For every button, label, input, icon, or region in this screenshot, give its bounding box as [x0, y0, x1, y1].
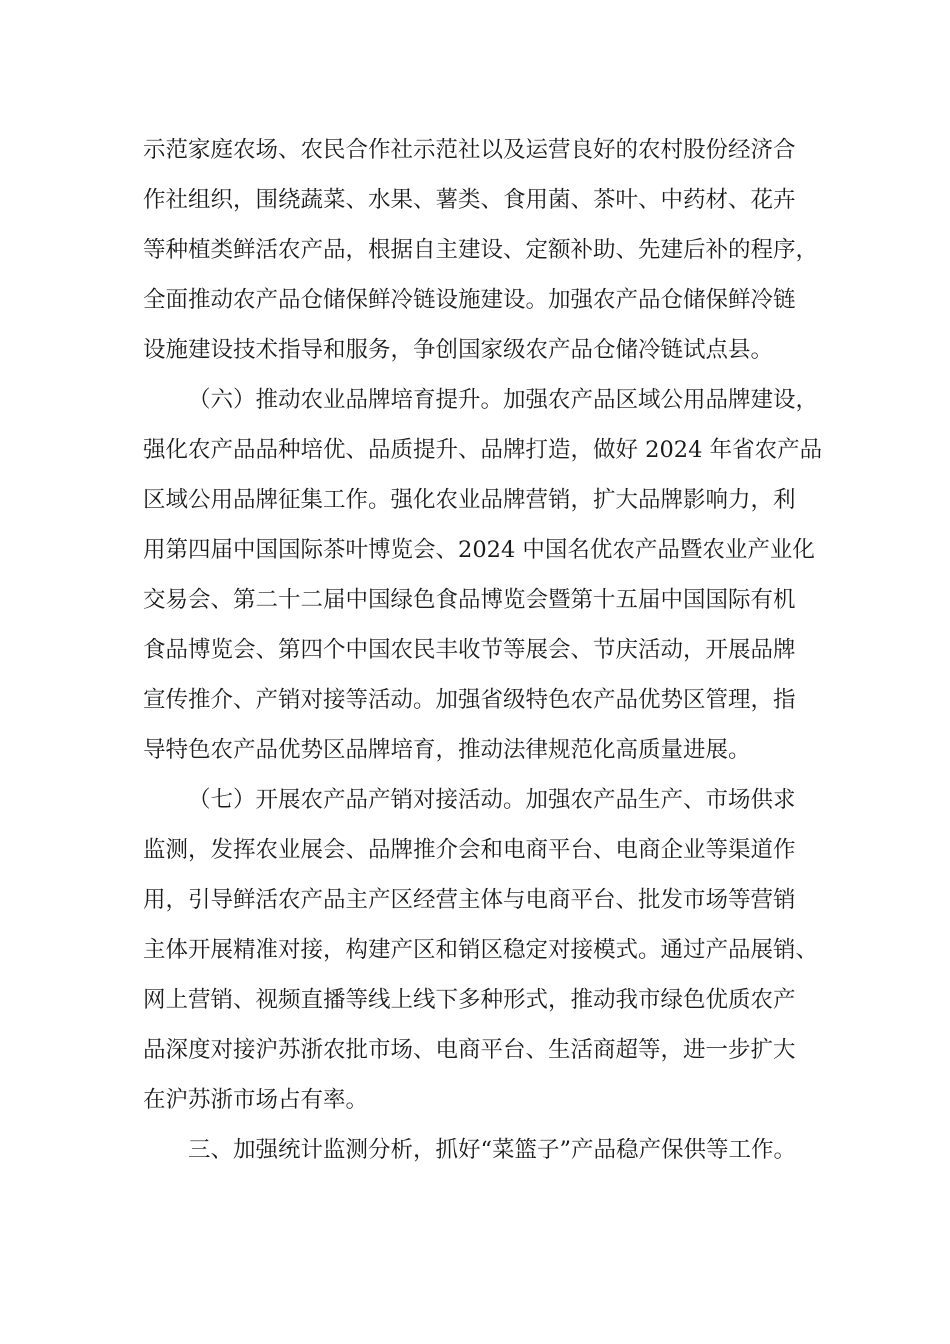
body-text-line: 监测，发挥农业展会、品牌推介会和电商平台、电商企业等渠道作: [143, 837, 796, 863]
body-text-line: 区域公用品牌征集工作。强化农业品牌营销，扩大品牌影响力，利: [143, 487, 796, 513]
body-text-line: 主体开展精准对接，构建产区和销区稳定对接模式。通过产品展销、: [143, 937, 819, 963]
body-text-line: 作社组织，围绕蔬菜、水果、薯类、食用菌、茶叶、中药材、花卉: [143, 187, 796, 213]
paragraph-heading-seven: （七）开展农产品产销对接活动。加强农产品生产、市场供求: [188, 787, 796, 813]
body-text-line: 交易会、第二十二届中国绿色食品博览会暨第十五届中国国际有机: [143, 587, 796, 613]
body-text-line: 导特色农产品优势区品牌培育，推动法律规范化高质量进展。: [143, 737, 751, 763]
body-text-line: 食品博览会、第四个中国农民丰收节等展会、节庆活动，开展品牌: [143, 637, 796, 663]
body-text-line: 用第四届中国国际茶叶博览会、2024 中国名优农产品暨农业产业化: [143, 537, 815, 563]
body-text-line: 用，引导鲜活农产品主产区经营主体与电商平台、批发市场等营销: [143, 887, 796, 913]
section-heading-three: 三、加强统计监测分析，抓好“菜篮子”产品稳产保供等工作。: [188, 1137, 797, 1163]
body-text-line: 全面推动农产品仓储保鲜冷链设施建设。加强农产品仓储保鲜冷链: [143, 287, 796, 313]
body-text-line: 网上营销、视频直播等线上线下多种形式，推动我市绿色优质农产: [143, 987, 796, 1013]
body-text-line: 示范家庭农场、农民合作社示范社以及运营良好的农村股份经济合: [143, 137, 796, 163]
paragraph-heading-six: （六）推动农业品牌培育提升。加强农产品区域公用品牌建设，: [188, 387, 819, 413]
body-text-line: 等种植类鲜活农产品，根据自主建设、定额补助、先建后补的程序，: [143, 237, 819, 263]
body-text-line: 宣传推介、产销对接等活动。加强省级特色农产品优势区管理，指: [143, 687, 796, 713]
body-text-line: 强化农产品品种培优、品质提升、品牌打造，做好 2024 年省农产品: [143, 437, 823, 463]
body-text-line: 品深度对接沪苏浙农批市场、电商平台、生活商超等，进一步扩大: [143, 1037, 796, 1063]
body-text-line: 设施建设技术指导和服务，争创国家级农产品仓储冷链试点县。: [143, 337, 774, 363]
body-text-line: 在沪苏浙市场占有率。: [143, 1087, 369, 1113]
